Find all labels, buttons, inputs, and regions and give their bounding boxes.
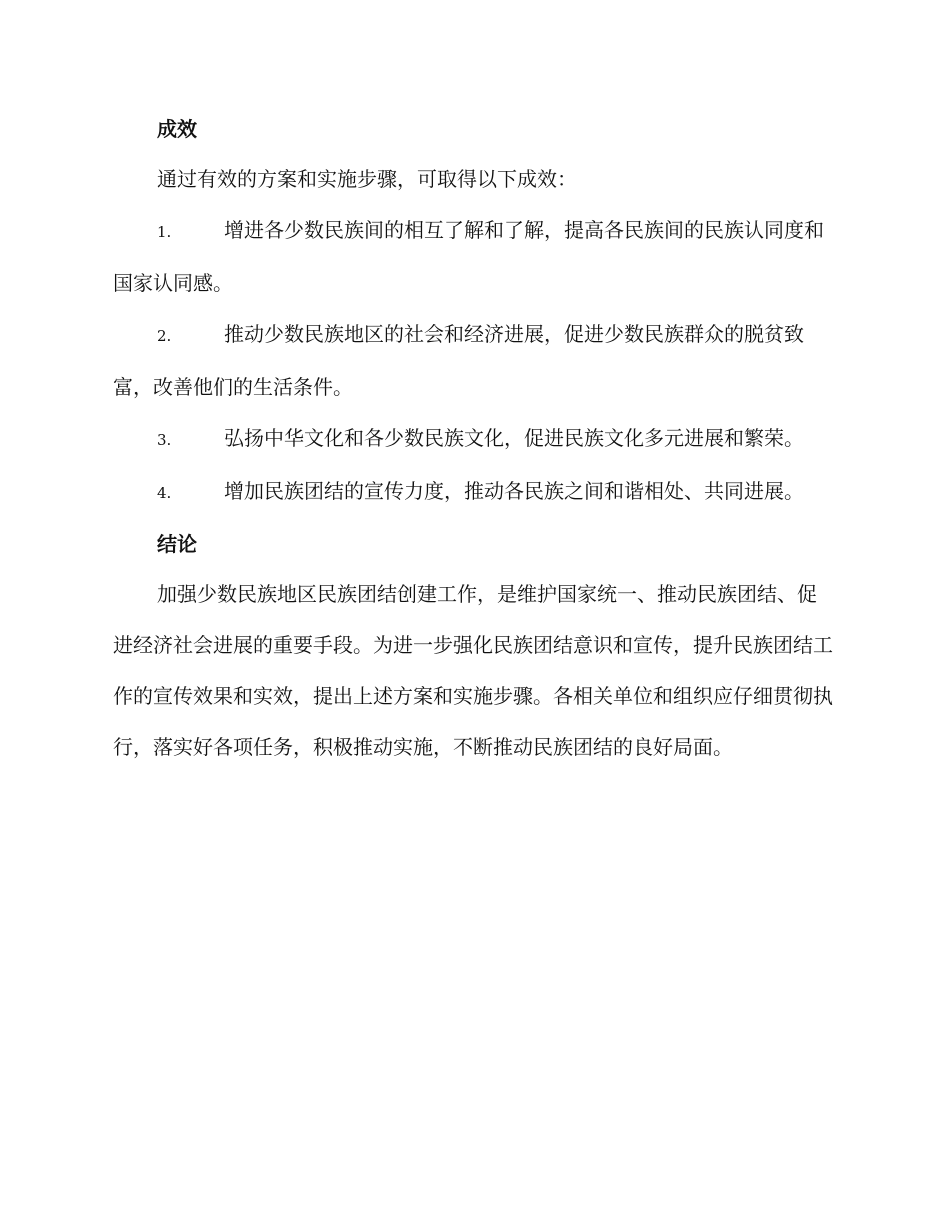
section-heading-results: 成效: [157, 117, 197, 141]
list-item: [113, 205, 835, 309]
document-body: [113, 104, 835, 773]
list-item: [113, 466, 835, 519]
section-heading-conclusion: 结论: [157, 532, 197, 556]
list-number: 2.: [157, 327, 172, 345]
list-item-text: 增进各少数民族间的相互了解和了解，提高各民族间的民族认同度和国家认同感。: [113, 218, 824, 295]
list-number: 4.: [157, 484, 172, 502]
list-item-text: 弘扬中华文化和各少数民族文化，促进民族文化多元进展和繁荣。: [224, 426, 804, 450]
list-number: 3.: [157, 431, 172, 449]
list-item: [113, 413, 835, 466]
list-item-text: 推动少数民族地区的社会和经济进展，促进少数民族群众的脱贫致富，改善他们的生活条件。: [113, 322, 804, 399]
list-item: [113, 309, 835, 413]
conclusion-body: 加强少数民族地区民族团结创建工作，是维护国家统一、推动民族团结、促进经济社会进展的重要手段。为进一步强化民族团结意识和宣传，提升民族团结工作的宣传效果和实效，提出上述方案和实施步骤。各相关单位和组织应仔细贯彻执行，落实好各项任务，积极推动实施，不断推动民族团结的良好局面。: [113, 582, 833, 759]
list-item-text: 增加民族团结的宣传力度，推动各民族之间和谐相处、共同进展。: [224, 479, 804, 503]
list-number: 1.: [157, 223, 172, 241]
results-intro: 通过有效的方案和实施步骤，可取得以下成效：: [157, 167, 577, 191]
